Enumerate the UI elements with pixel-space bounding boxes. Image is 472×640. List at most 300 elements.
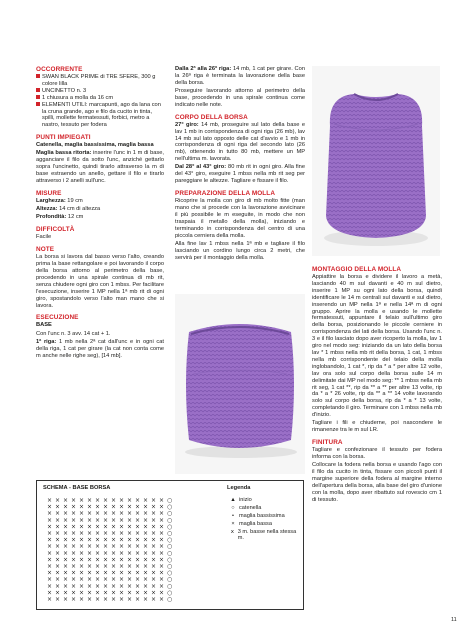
stitch-mark: ×	[79, 569, 85, 577]
stitch-mark: ×	[71, 556, 77, 564]
stitch-mark: ×	[103, 596, 109, 603]
stitch-mark: ×	[111, 576, 117, 584]
stitch-mark: ×	[63, 589, 69, 597]
stitch-mark: ×	[151, 549, 157, 557]
stitch-mark: ×	[151, 556, 157, 564]
stitches-list: Catenella, maglia bassissima, maglia bassa	[36, 142, 154, 149]
stitch-mark: ○	[167, 549, 173, 557]
stitch-mark: ×	[63, 503, 69, 511]
stitch-mark: ×	[119, 589, 125, 597]
stitch-mark: ×	[79, 523, 85, 531]
stitch-mark: ×	[119, 516, 125, 524]
stitch-mark: ×	[135, 596, 141, 603]
stitch-mark: ×	[63, 582, 69, 590]
stitch-mark: ×	[151, 523, 157, 531]
bullet-square-icon	[36, 74, 40, 78]
stitch-mark: ×	[47, 536, 53, 544]
column-middle	[175, 66, 305, 263]
stitch-mark: ×	[87, 589, 93, 597]
stitch-mark: ×	[111, 543, 117, 551]
stitch-mark: ×	[111, 530, 117, 537]
notes-text: La borsa si lavora dal basso verso l'alto, creando prima la base rettangolare e poi lavorando il corpo della borsa attorno al perimetro della base, procedendo in una spirale continua di mb rit, senza chiudere ogni giro con 1 mbss. Per facilitare l'esecuzione, inserire 1 MP nella 1ª mb rit di ogni giro, spostandolo verso l'alto man mano che si lavora.	[36, 254, 164, 309]
stitch-mark: ×	[95, 503, 101, 511]
stitch-mark: ×	[71, 536, 77, 544]
stitch-mark: ×	[63, 549, 69, 557]
materials-item: ELEMENTI UTILI: marcapunti, ago da lana con la cruna grande, ago e filo da cucito in tinta, spilli, mollette fermatessuti, forbici, metro a nastro, tessuto per fodera	[36, 102, 164, 130]
stitch-mark: ×	[87, 596, 93, 603]
stitch-mark: ×	[63, 530, 69, 537]
stitch-mark: ×	[47, 582, 53, 590]
notes-heading: NOTE	[36, 246, 55, 254]
stitch-mark: ×	[103, 582, 109, 590]
stitch-mark: ×	[103, 503, 109, 511]
stitch-mark: ×	[55, 563, 61, 570]
measures-heading: MISURE	[36, 189, 62, 197]
bullet-square-icon	[36, 102, 40, 106]
stitch-mark: ×	[151, 576, 157, 584]
execution-intro: Con l'unc n. 3 avv. 14 cat + 1.	[36, 330, 111, 337]
stitch-mark: ×	[103, 536, 109, 544]
column-left	[36, 66, 164, 361]
stitch-mark: ×	[111, 563, 117, 570]
stitch-mark: ×	[71, 510, 77, 518]
stitch-mark: ×	[55, 497, 61, 504]
stitch-mark: ×	[55, 536, 61, 544]
measure-width: Larghezza: 19 cm	[36, 197, 83, 204]
stitch-mark: ×	[95, 556, 101, 564]
stitch-mark: ×	[87, 516, 93, 524]
stitch-mark: ×	[143, 582, 149, 590]
column-right	[312, 266, 442, 505]
stitch-mark: ×	[119, 523, 125, 531]
stitch-mark: ×	[79, 596, 85, 603]
stitch-mark: ×	[71, 596, 77, 603]
stitch-mark: ×	[79, 589, 85, 597]
stitch-mark: ×	[47, 497, 53, 504]
stitch-mark: ×	[119, 563, 125, 570]
stitch-mark: ○	[167, 497, 173, 504]
difficulty-heading: DIFFICOLTÀ	[36, 226, 75, 234]
stitch-mark: ×	[135, 576, 141, 584]
stitch-mark: ×	[159, 543, 165, 551]
bag-photo-side	[175, 294, 305, 474]
stitch-mark: ×	[47, 516, 53, 524]
stitch-mark: ×	[111, 516, 117, 524]
stitch-mark: ×	[87, 536, 93, 544]
stitch-mark: ×	[71, 543, 77, 551]
stitch-mark: ×	[159, 576, 165, 584]
stitch-mark: ×	[55, 556, 61, 564]
stitch-mark: ×	[127, 549, 133, 557]
stitch-mark: ×	[103, 510, 109, 518]
stitch-mark: ×	[127, 503, 133, 511]
stitch-mark: ○	[167, 589, 173, 597]
stitch-mark: ×	[151, 596, 157, 603]
stitch-mark: ○	[167, 523, 173, 531]
stitch-mark: ×	[135, 582, 141, 590]
stitch-mark: ×	[55, 523, 61, 531]
stitch-mark: ×	[79, 563, 85, 570]
stitch-mark: ×	[63, 543, 69, 551]
stitch-mark: ×	[119, 536, 125, 544]
stitch-mark: ×	[127, 497, 133, 504]
stitch-mark: ×	[127, 596, 133, 603]
stitch-mark: ×	[151, 569, 157, 577]
stitch-mark: ×	[143, 569, 149, 577]
stitch-mark: ×	[47, 530, 53, 537]
stitch-mark: ×	[127, 556, 133, 564]
stitch-mark: ×	[127, 582, 133, 590]
stitch-mark: ×	[143, 516, 149, 524]
stitch-mark: ×	[159, 503, 165, 511]
stitch-mark: ×	[55, 596, 61, 603]
stitch-mark: ×	[143, 497, 149, 504]
stitches-heading: PUNTI IMPIEGATI	[36, 134, 91, 142]
stitch-mark: ○	[167, 510, 173, 518]
stitch-mark: ×	[119, 569, 125, 577]
stitch-mark: ○	[167, 596, 173, 603]
bag-photo-top	[312, 66, 440, 256]
stitch-mark: ×	[119, 530, 125, 537]
stitch-mark: ×	[159, 497, 165, 504]
stitch-mark: ×	[143, 589, 149, 597]
stitch-mark: ×	[79, 510, 85, 518]
stitch-mark: ×	[135, 510, 141, 518]
stitch-mark: ×	[63, 556, 69, 564]
stitch-mark: ×	[71, 589, 77, 597]
stitch-mark: ×	[63, 536, 69, 544]
stitch-mark: ×	[135, 530, 141, 537]
finishing-heading: FINITURA	[312, 439, 343, 447]
stitch-mark: ×	[103, 589, 109, 597]
stitch-mark: ○	[167, 543, 173, 551]
stitch-mark: ×	[143, 543, 149, 551]
stitch-mark: ×	[71, 576, 77, 584]
stitch-mark: ×	[87, 510, 93, 518]
stitch-mark: ○	[167, 556, 173, 564]
rounds-28-43: Dal 28° al 43° giro: 80 mb rit in ogni giro. Alla fine del 43° giro, eseguire 1 mbss nella mb rit seg per pareggiare le altezze. Tagliare e fissare il filo.	[175, 164, 305, 185]
stitch-mark: ×	[127, 530, 133, 537]
stitch-mark: ×	[103, 556, 109, 564]
mounting-end: Tagliare i fili e chiuderne, poi nascondere le rimanenze tra le m sul LR.	[312, 420, 442, 434]
stitch-mark: ×	[135, 536, 141, 544]
legend-title: Legenda	[227, 485, 251, 491]
stitch-mark: ○	[167, 503, 173, 511]
increase-icon: ⅹ	[230, 529, 235, 535]
bag-top-illustration	[312, 66, 440, 256]
stitch-mark: ×	[47, 563, 53, 570]
stitch-mark: ×	[87, 549, 93, 557]
stitch-mark: ×	[79, 556, 85, 564]
stitch-mark: ×	[159, 589, 165, 597]
stitch-mark: ×	[47, 549, 53, 557]
page-number: 11	[451, 617, 457, 623]
stitch-mark: ×	[55, 569, 61, 577]
crochet-chart	[36, 480, 304, 610]
stitch-mark: ×	[127, 510, 133, 518]
stitch-mark: ×	[119, 596, 125, 603]
stitch-mark: ×	[151, 563, 157, 570]
stitch-mark: ×	[135, 556, 141, 564]
stitch-mark: ×	[55, 589, 61, 597]
stitch-mark: ○	[167, 536, 173, 544]
stitch-mark: ×	[95, 589, 101, 597]
stitch-mark: ×	[135, 589, 141, 597]
stitch-mark: ×	[143, 523, 149, 531]
bullet-square-icon	[36, 95, 40, 99]
stitch-mark: ×	[135, 523, 141, 531]
stitch-mark: ×	[111, 503, 117, 511]
legend-item: ⅹ 3 m. basse nella stessa m.	[227, 529, 297, 542]
stitch-grid	[47, 497, 172, 603]
stitch-mark: ×	[151, 543, 157, 551]
stitch-mark: ×	[159, 510, 165, 518]
stitch-mark: ×	[79, 497, 85, 504]
stitch-mark: ×	[71, 563, 77, 570]
stitch-mark: ×	[127, 536, 133, 544]
stitch-mark: ×	[55, 530, 61, 537]
stitch-mark: ×	[119, 543, 125, 551]
finishing-text-1: Tagliare e confezionare il tessuto per fodera informa con la borsa.	[312, 447, 442, 461]
stitch-mark: ×	[127, 516, 133, 524]
stitch-mark: ×	[79, 549, 85, 557]
stitch-mark: ×	[127, 523, 133, 531]
stitch-mark: ×	[55, 576, 61, 584]
stitch-mark: ×	[127, 569, 133, 577]
stitch-mark: ×	[119, 549, 125, 557]
stitch-mark: ×	[87, 497, 93, 504]
stitch-mark: ×	[79, 516, 85, 524]
materials-item: UNCINETTO n. 3	[36, 88, 164, 95]
stitch-mark: ×	[159, 563, 165, 570]
stitch-mark: ×	[143, 536, 149, 544]
measure-depth: Profondità: 12 cm	[36, 214, 84, 221]
stitch-description: Maglia bassa ritorta: inserire l'unc in 1 m di base, agganciare il filo da sotto l'unc, anziché gettarlo sopra l'uncinetto, quindi tirarlo attraverso la m di base estraendo un anello, gettare il filo e tirarlo attraverso i 2 anelli sull'unc.	[36, 150, 165, 185]
stitch-mark: ×	[135, 497, 141, 504]
stitch-mark: ×	[143, 530, 149, 537]
stitch-mark: ×	[111, 556, 117, 564]
chart-title: SCHEMA - BASE BORSA	[43, 485, 111, 491]
stitch-mark: ×	[111, 536, 117, 544]
stitch-mark: ×	[103, 523, 109, 531]
stitch-mark: ×	[119, 503, 125, 511]
difficulty-value: Facile	[36, 234, 52, 241]
stitch-mark: ×	[47, 510, 53, 518]
execution-heading: ESECUZIONE	[36, 314, 79, 322]
stitch-mark: ×	[119, 556, 125, 564]
stitch-mark: ×	[127, 543, 133, 551]
stitch-mark: ×	[87, 563, 93, 570]
stitch-mark: ×	[159, 556, 165, 564]
stitch-mark: ×	[119, 582, 125, 590]
spring-prep-heading: PREPARAZIONE DELLA MOLLA	[175, 190, 276, 198]
stitch-mark: ○	[167, 516, 173, 524]
stitch-mark: ×	[135, 516, 141, 524]
stitch-mark: ×	[95, 596, 101, 603]
execution-sub: BASE	[36, 322, 52, 329]
stitch-mark: ×	[111, 569, 117, 577]
stitch-mark: ×	[55, 543, 61, 551]
stitch-mark: ×	[135, 503, 141, 511]
stitch-mark: ×	[103, 516, 109, 524]
stitch-mark: ×	[143, 510, 149, 518]
stitch-mark: ×	[159, 596, 165, 603]
bullet-square-icon	[36, 88, 40, 92]
stitch-mark: ×	[95, 516, 101, 524]
stitch-mark: ×	[47, 569, 53, 577]
stitch-mark: ×	[119, 576, 125, 584]
stitch-mark: ×	[47, 589, 53, 597]
stitch-mark: ×	[63, 563, 69, 570]
chain-icon: ○	[231, 505, 235, 511]
stitch-mark: ×	[79, 503, 85, 511]
stitch-mark: ×	[95, 497, 101, 504]
stitch-mark: ×	[143, 556, 149, 564]
stitch-mark: ×	[55, 549, 61, 557]
chart-grid	[43, 495, 193, 605]
stitch-mark: ×	[63, 596, 69, 603]
stitch-mark: ×	[95, 576, 101, 584]
stitch-mark: ×	[127, 589, 133, 597]
stitch-mark: ○	[167, 582, 173, 590]
stitch-mark: ○	[167, 576, 173, 584]
stitch-mark: ×	[151, 582, 157, 590]
finishing-text-2: Collocare la fodera nella borsa e usando l'ago con il filo da cucito in tinta, fissare con piccoli punti il margine superiore della fodera al margine interno dell'apertura della borsa, alla base del giro d'unione con la molla, dopo aver ribattuto sul rovescio cm 1 di tessuto.	[312, 462, 442, 503]
stitch-mark: ×	[63, 569, 69, 577]
stitch-mark: ×	[47, 596, 53, 603]
stitch-mark: ×	[95, 523, 101, 531]
stitch-mark: ×	[159, 582, 165, 590]
spring-prep-text: Ricoprire la molla con giro di mb molto fitte (man mano che si procede con la lavorazione avvicinare il più possibile le m eseguite, in modo che non traspaia il metallo della molla), iniziando e terminando in corrispondenza del centro di una piccola cerniera della molla.	[175, 198, 305, 239]
stitch-mark: ×	[63, 523, 69, 531]
stitch-mark: ×	[127, 563, 133, 570]
stitch-mark: ×	[151, 516, 157, 524]
rows-2-26: Dalla 2ª alla 26ª riga: 14 mb, 1 cat per girare. Con la 26ª riga è terminata la lavorazione della base della borsa.	[175, 66, 305, 86]
stitch-mark: ×	[55, 510, 61, 518]
stitch-mark: ×	[71, 497, 77, 504]
stitch-mark: ×	[87, 543, 93, 551]
stitch-mark: ×	[159, 523, 165, 531]
stitch-mark: ×	[71, 523, 77, 531]
legend-item: ○ catenella	[227, 505, 261, 511]
stitch-mark: ×	[71, 530, 77, 537]
stitch-mark: ×	[55, 503, 61, 511]
stitch-mark: ×	[151, 589, 157, 597]
stitch-mark: ×	[63, 510, 69, 518]
single-crochet-icon: ×	[231, 521, 235, 527]
stitch-mark: ×	[95, 543, 101, 551]
stitch-mark: ×	[71, 582, 77, 590]
stitch-mark: ×	[111, 497, 117, 504]
stitch-mark: ×	[87, 576, 93, 584]
stitch-mark: ×	[135, 549, 141, 557]
stitch-mark: ×	[111, 549, 117, 557]
stitch-mark: ×	[135, 543, 141, 551]
stitch-mark: ×	[47, 523, 53, 531]
stitch-mark: ×	[79, 582, 85, 590]
legend-item: ▲ inizio	[227, 497, 252, 503]
stitch-mark: ×	[119, 497, 125, 504]
stitch-mark: ×	[127, 576, 133, 584]
stitch-mark: ×	[151, 497, 157, 504]
stitch-mark: ×	[95, 563, 101, 570]
stitch-mark: ×	[151, 510, 157, 518]
stitch-mark: ×	[63, 497, 69, 504]
stitch-mark: ×	[111, 523, 117, 531]
stitch-mark: ×	[143, 563, 149, 570]
stitch-mark: ×	[71, 503, 77, 511]
round-27: 27° giro: 14 mb, proseguire sul lato della base e lav 1 mb in corrispondenza di ogni riga (26 mb), lav 14 mb sul lato opposto delle cat d'avvio e 1 mb in corrispondenza di ogni riga del secondo lato (26 mb), ottenendo in tutto 80 mb, mettere un MP nell'ultima m. lavorata.	[175, 121, 305, 163]
measure-height: Altezza: 14 cm di altezza	[36, 206, 101, 213]
stitch-mark: ○	[167, 563, 173, 570]
stitch-mark: ×	[55, 582, 61, 590]
execution-row1: 1ª riga: 1 mb nella 2ª cat dall'unc e in ogni cat della riga, 1 cat per girare (la cat non conta come m anche nelle righe seg), [14 mb].	[36, 338, 164, 359]
mounting-heading: MONTAGGIO DELLA MOLLA	[312, 266, 402, 273]
stitch-mark: ×	[47, 576, 53, 584]
stitch-mark: ×	[79, 543, 85, 551]
slip-stitch-icon: •	[232, 513, 234, 519]
stitch-mark: ×	[87, 582, 93, 590]
stitch-mark: ×	[47, 556, 53, 564]
stitch-mark: ×	[103, 576, 109, 584]
stitch-mark: ×	[143, 549, 149, 557]
stitch-mark: ×	[95, 536, 101, 544]
stitch-mark: ×	[135, 563, 141, 570]
stitch-mark: ×	[111, 596, 117, 603]
stitch-mark: ×	[111, 582, 117, 590]
stitch-mark: ×	[159, 530, 165, 537]
stitch-mark: ×	[111, 589, 117, 597]
stitch-mark: ×	[71, 569, 77, 577]
start-icon: ▲	[230, 497, 236, 503]
stitch-mark: ×	[103, 543, 109, 551]
stitch-mark: ×	[103, 497, 109, 504]
legend-item: • maglia bassissima	[227, 513, 285, 519]
stitch-mark: ×	[135, 569, 141, 577]
stitch-mark: ×	[79, 576, 85, 584]
stitch-mark: ○	[167, 569, 173, 577]
stitch-mark: ×	[159, 569, 165, 577]
stitch-mark: ×	[87, 503, 93, 511]
body-heading: CORPO DELLA BORSA	[175, 113, 248, 121]
materials-item: SWAN BLACK PRIME di TRE SFERE, 300 g colore lilla	[36, 74, 164, 88]
mounting-text: Appiattire la borsa e dividere il lavoro a metà, lasciando 40 m sul davanti e 40 m sul dietro, inserire 1 MP su ogni lato della borsa, quindi identificare le 14 m centrali sul davanti e sul dietro, inserendo un MP nella 1ª e nella 14ª m di ogni gruppo. Aprire la molla e usando le mollette fermatessuti, appuntare il telaio sull'ultimo giro della borsa, posizionando le piccole cerniere in corrispondenza dei lati della borsa. Usando l'unc n. 3 e il filo lasciato dopo aver ricoperto la molla, lav 1 giro nel modo seg: iniziando da un lato della borsa lav * 1 mbss nella mb rit della borsa, 1 cat, 1 mbss nella mb corrispondente del telaio della molla inglobandolo, 1 cat *, rip da * a * per altre 12 volte, lav ora solo sul corpo della borsa sulle 14 m delimitate dai MP nel modo seg: ** 1 mbss nella mb rit seg, 1 cat **, rip da ** a ** per altre 13 volte, rip da * a * 26 volte, rip da ** a ** 14 volte lavorando solo sul corpo della borsa, rip da * a * 13 volte, completando il giro. Terminare con 1 mbss nella mb d'inizio.	[312, 274, 442, 419]
stitch-mark: ×	[151, 536, 157, 544]
stitch-mark: ×	[95, 549, 101, 557]
materials-heading: OCCORRENTE	[36, 66, 83, 73]
stitch-mark: ×	[79, 536, 85, 544]
stitch-mark: ×	[95, 569, 101, 577]
stitch-mark: ×	[103, 549, 109, 557]
spring-prep-finish: Alla fine lav 1 mbss nella 1ª mb e tagliare il filo lasciando un cordino lungo circa 2 metri, che servirà per il montaggio della molla.	[175, 240, 305, 261]
stitch-mark: ×	[95, 530, 101, 537]
stitch-mark: ×	[159, 516, 165, 524]
stitch-mark: ×	[159, 536, 165, 544]
stitch-mark: ×	[103, 530, 109, 537]
stitch-mark: ×	[95, 510, 101, 518]
stitch-mark: ×	[143, 596, 149, 603]
stitch-mark: ×	[87, 523, 93, 531]
perimeter-note: Proseguire lavorando attorno al perimetro della base, procedendo in una spirale continua come indicato nelle note.	[175, 88, 305, 108]
stitch-mark: ×	[151, 530, 157, 537]
stitch-mark: ×	[47, 503, 53, 511]
stitch-mark: ×	[159, 549, 165, 557]
stitch-mark: ○	[167, 530, 173, 537]
stitch-mark: ×	[63, 516, 69, 524]
stitch-mark: ×	[143, 576, 149, 584]
stitch-mark: ×	[151, 503, 157, 511]
stitch-mark: ×	[71, 516, 77, 524]
